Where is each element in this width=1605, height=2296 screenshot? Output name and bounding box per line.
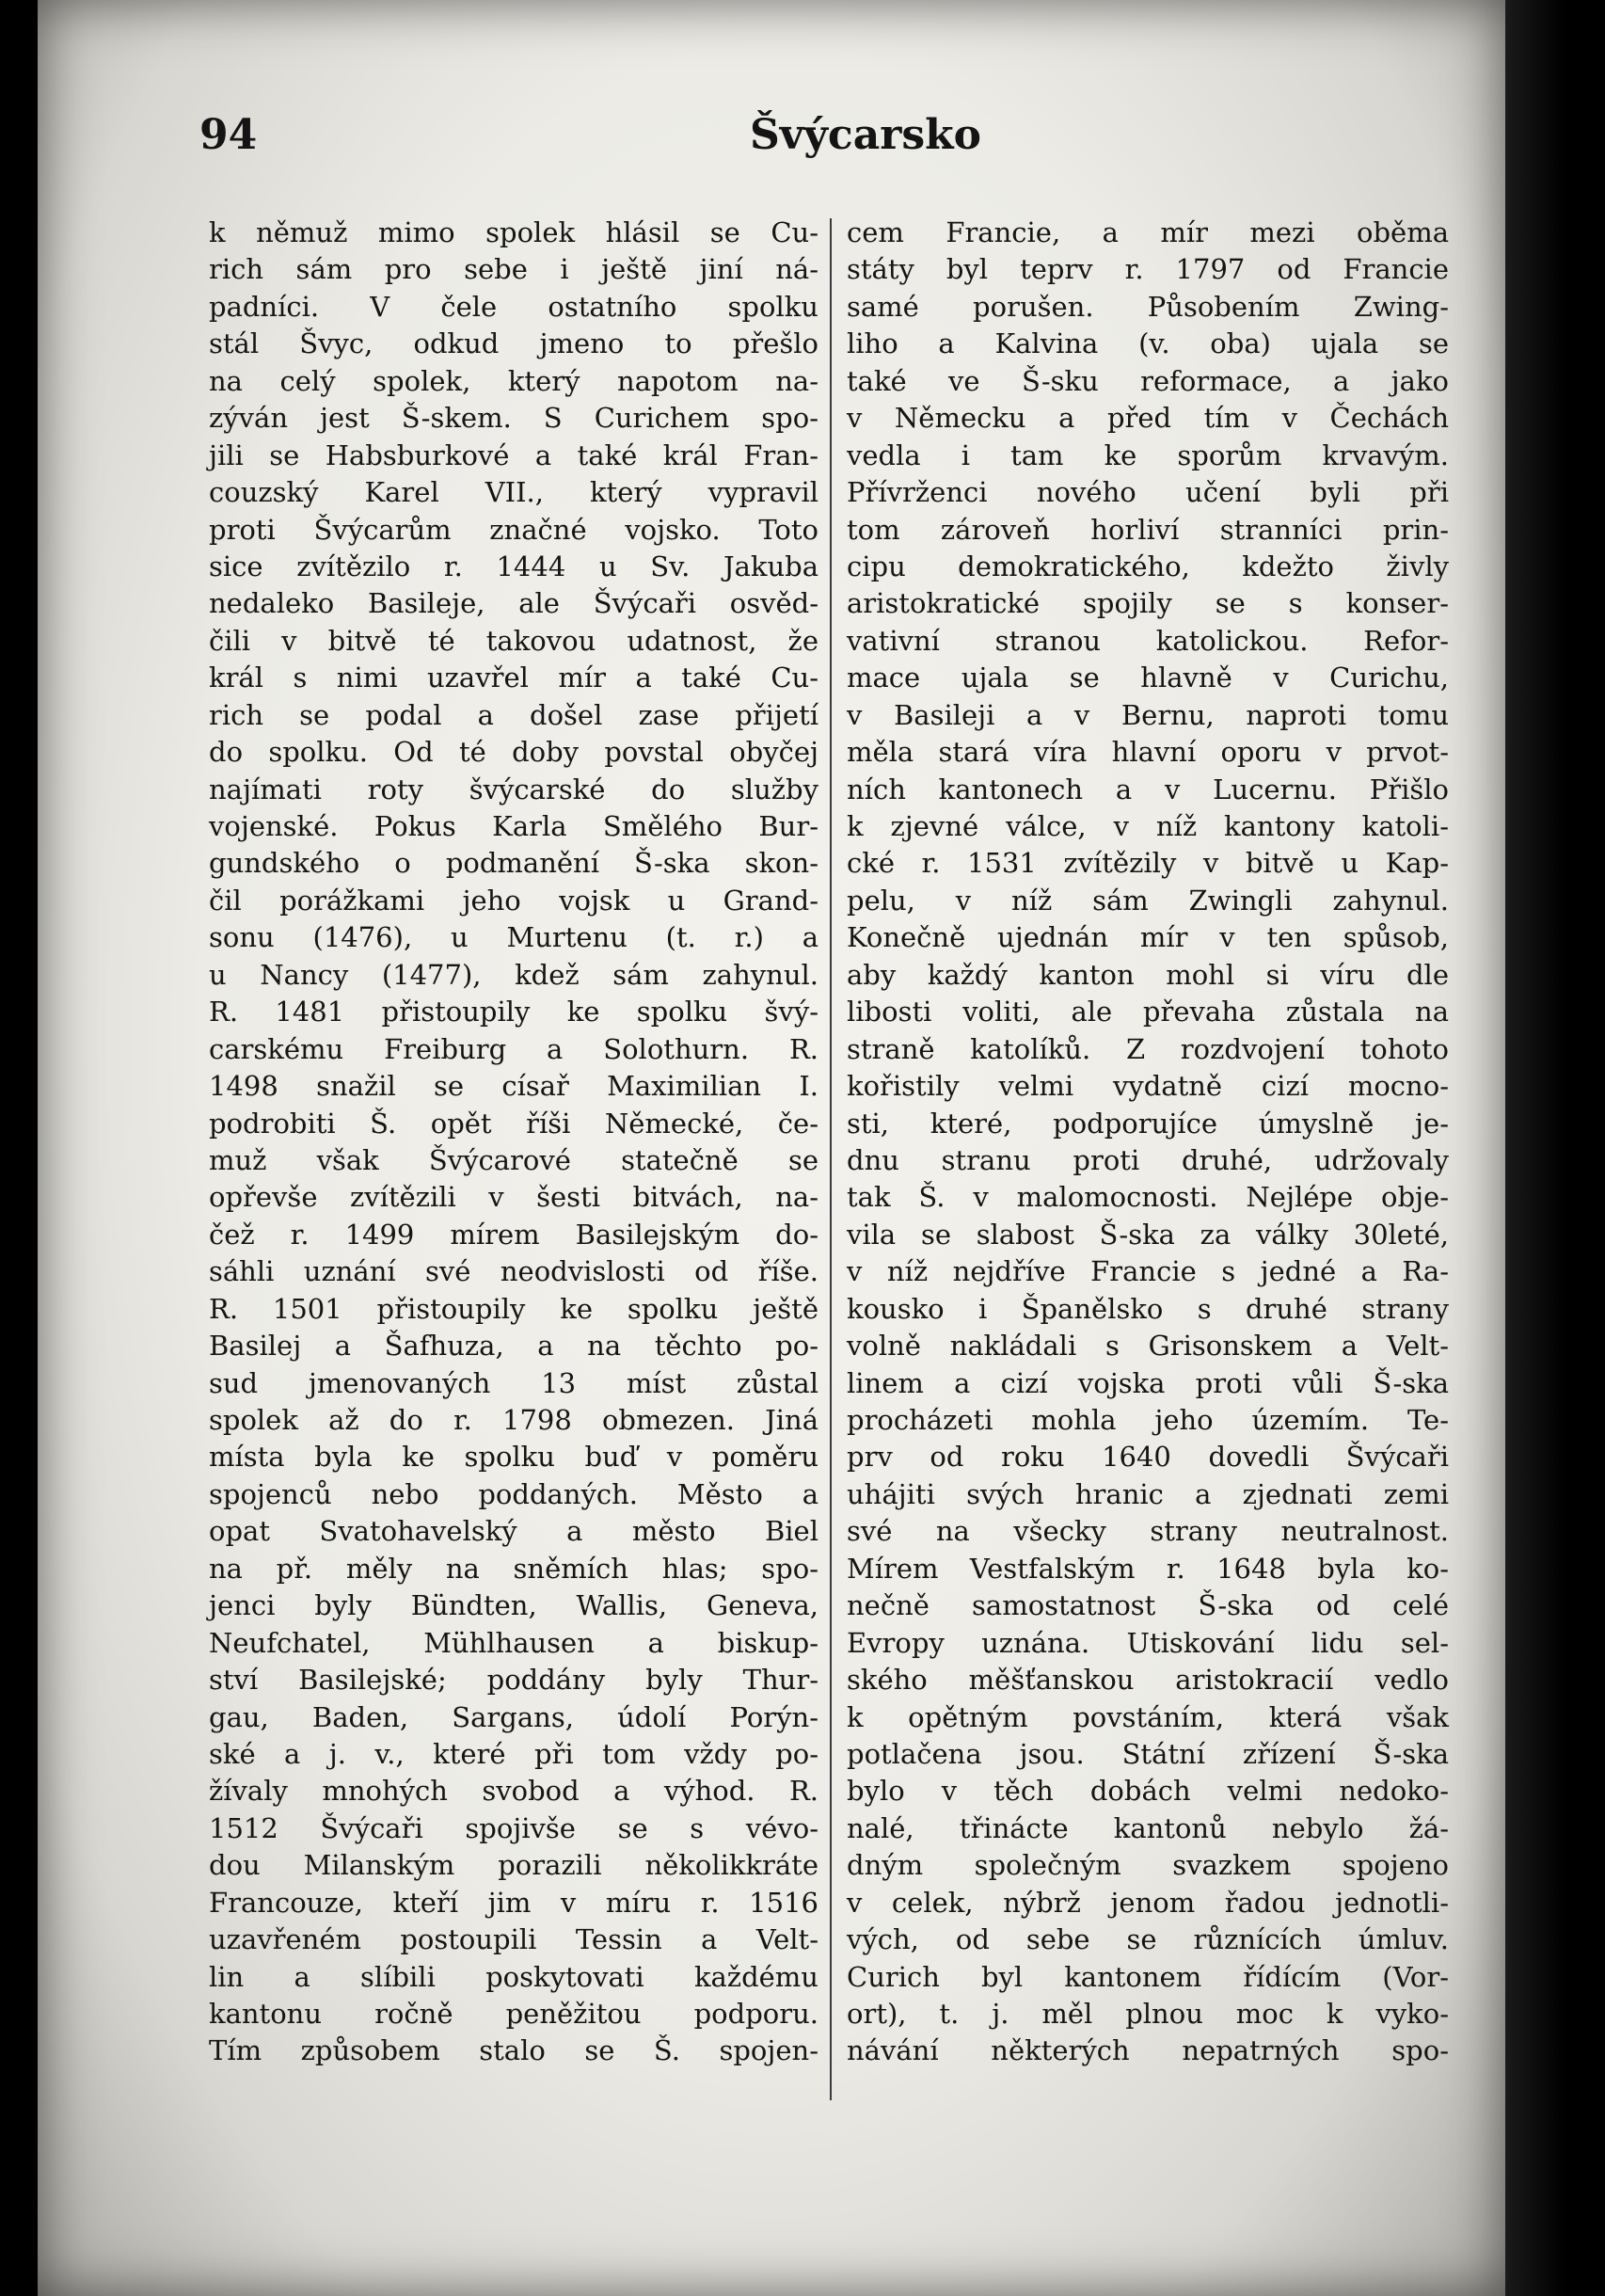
text-line: 1498 snažil se císař Maximilian I. <box>209 1070 818 1103</box>
text-line: prv od roku 1640 dovedli Švýcaři <box>847 1441 1449 1474</box>
text-line: najímati roty švýcarské do služby <box>209 773 818 805</box>
text-line: také ve Š-sku reformace, a jako <box>847 364 1449 397</box>
text-line: dnu stranu proti druhé, udržovaly <box>847 1143 1449 1176</box>
text-line: čež r. 1499 mírem Basilejským do- <box>209 1218 818 1251</box>
text-line: místa byla ke spolku buď v poměru <box>209 1441 818 1474</box>
text-line: Tím způsobem stalo se Š. spojen- <box>209 2034 818 2067</box>
text-line: své na všecky strany neutralnost. <box>847 1515 1449 1548</box>
text-line: cké r. 1531 zvítězily v bitvě u Kap- <box>847 847 1449 880</box>
text-line: liho a Kalvina (v. oba) ujala se <box>847 327 1449 360</box>
text-line: nedaleko Basileje, ale Švýcaři osvěd- <box>209 587 818 620</box>
text-line: návání některých nepatrných spo- <box>847 2034 1449 2067</box>
text-line: pelu, v níž sám Zwingli zahynul. <box>847 884 1449 917</box>
scan-dark-edge <box>1505 0 1605 2296</box>
text-line: v níž nejdříve Francie s jedné a Ra- <box>847 1255 1449 1288</box>
text-line: uhájiti svých hranic a zjednati zemi <box>847 1477 1449 1510</box>
text-line: volně nakládali s Grisonskem a Velt- <box>847 1330 1449 1363</box>
text-line: vila se slabost Š-ska za války 30leté, <box>847 1218 1449 1251</box>
text-line: gau, Baden, Sargans, údolí Porýn- <box>209 1700 818 1733</box>
text-line: Basilej a Šafhuza, a na těchto po- <box>209 1330 818 1363</box>
text-line: ních kantonech a v Lucernu. Přišlo <box>847 773 1449 805</box>
text-line: Evropy uznána. Utiskování lidu sel- <box>847 1626 1449 1659</box>
text-line: Konečně ujednán mír v ten spůsob, <box>847 921 1449 954</box>
text-line: muž však Švýcarové statečně se <box>209 1143 818 1176</box>
text-line: gundského o podmanění Š-ska skon- <box>209 847 818 880</box>
text-line: čili v bitvě té takovou udatnost, že <box>209 624 818 657</box>
text-line: na př. měly na sněmích hlas; spo- <box>209 1552 818 1585</box>
text-line: Curich byl kantonem řídícím (Vor- <box>847 1960 1449 1993</box>
text-line: tom zároveň horliví stranníci prin- <box>847 513 1449 546</box>
text-line: ství Basilejské; poddány byly Thur- <box>209 1664 818 1697</box>
column-divider-rule <box>830 218 832 2100</box>
text-line: cipu demokratického, kdežto živly <box>847 550 1449 582</box>
text-line: 1512 Švýcaři spojivše se s vévo- <box>209 1811 818 1844</box>
text-line: kantonu ročně peněžitou podporu. <box>209 1998 818 2030</box>
text-line: zýván jest Š-skem. S Curichem spo- <box>209 402 818 435</box>
text-line: dným společným svazkem spojeno <box>847 1849 1449 1882</box>
text-line: carskému Freiburg a Solothurn. R. <box>209 1032 818 1065</box>
text-line: opat Svatohavelský a město Biel <box>209 1515 818 1548</box>
text-line: státy byl teprv r. 1797 od Francie <box>847 253 1449 286</box>
text-line: nalé, třinácte kantonů nebylo žá- <box>847 1811 1449 1844</box>
text-line: král s nimi uzavřel mír a také Cu- <box>209 662 818 694</box>
text-line: sonu (1476), u Murtenu (t. r.) a <box>209 921 818 954</box>
text-line: jili se Habsburkové a také král Fran- <box>209 438 818 471</box>
text-line: proti Švýcarům značné vojsko. Toto <box>209 513 818 546</box>
text-line: v Německu a před tím v Čechách <box>847 402 1449 435</box>
text-line: R. 1481 přistoupily ke spolku švý- <box>209 996 818 1028</box>
text-line: padníci. V čele ostatního spolku <box>209 290 818 323</box>
text-line: potlačena jsou. Státní zřízení Š-ska <box>847 1737 1449 1770</box>
text-line: libosti voliti, ale převaha zůstala na <box>847 996 1449 1028</box>
running-head-title: Švýcarsko <box>750 111 981 159</box>
text-line: sáhli uznání své neodvislosti od říše. <box>209 1255 818 1288</box>
text-line: R. 1501 přistoupily ke spolku ještě <box>209 1292 818 1325</box>
text-line: Přívrženci nového učení byli při <box>847 476 1449 509</box>
right-text-column <box>847 215 1449 2070</box>
text-line: Francouze, kteří jim v míru r. 1516 <box>209 1886 818 1919</box>
text-line: ské a j. v., které při tom vždy po- <box>209 1737 818 1770</box>
text-line: tak Š. v malomocnosti. Nejlépe obje- <box>847 1181 1449 1214</box>
text-line: ského měšťanskou aristokracií vedlo <box>847 1664 1449 1697</box>
text-line: do spolku. Od té doby povstal obyčej <box>209 736 818 769</box>
text-line: jenci byly Bündten, Wallis, Geneva, <box>209 1589 818 1622</box>
text-line: ort), t. j. měl plnou moc k vyko- <box>847 1998 1449 2030</box>
text-line: procházeti mohla jeho územím. Te- <box>847 1404 1449 1436</box>
text-line: lin a slíbili poskytovati každému <box>209 1960 818 1993</box>
text-line: u Nancy (1477), kdež sám zahynul. <box>209 958 818 991</box>
page-number: 94 <box>199 111 258 159</box>
text-line: samé porušen. Působením Zwing- <box>847 290 1449 323</box>
text-line: čil porážkami jeho vojsk u Grand- <box>209 884 818 917</box>
text-line: rich sám pro sebe i ještě jiní ná- <box>209 253 818 286</box>
text-line: aristokratické spojily se s konser- <box>847 587 1449 620</box>
text-line: vých, od sebe se různících úmluv. <box>847 1923 1449 1956</box>
text-line: uzavřeném postoupili Tessin a Velt- <box>209 1923 818 1956</box>
text-line: měla stará víra hlavní oporu v prvot- <box>847 736 1449 769</box>
text-line: Neufchatel, Mühlhausen a biskup- <box>209 1626 818 1659</box>
text-line: aby každý kanton mohl si víru dle <box>847 958 1449 991</box>
text-line: v celek, nýbrž jenom řadou jednotli- <box>847 1886 1449 1919</box>
text-line: dou Milanským porazili několikkráte <box>209 1849 818 1882</box>
text-line: vedla i tam ke sporům krvavým. <box>847 438 1449 471</box>
text-line: k zjevné válce, v níž kantony katoli- <box>847 810 1449 842</box>
text-line: kořistily velmi vydatně cizí mocno- <box>847 1070 1449 1103</box>
text-line: bylo v těch dobách velmi nedoko- <box>847 1775 1449 1808</box>
text-line: vativní stranou katolickou. Refor- <box>847 624 1449 657</box>
text-line: sti, které, podporujíce úmyslně je- <box>847 1107 1449 1140</box>
text-line: linem a cizí vojska proti vůli Š-ska <box>847 1366 1449 1399</box>
text-line: cem Francie, a mír mezi oběma <box>847 216 1449 248</box>
text-line: mace ujala se hlavně v Curichu, <box>847 662 1449 694</box>
text-line: k němuž mimo spolek hlásil se Cu- <box>209 216 818 248</box>
text-line: na celý spolek, který napotom na- <box>209 364 818 397</box>
text-line: opřevše zvítězili v šesti bitvách, na- <box>209 1181 818 1214</box>
left-text-column <box>209 215 818 2070</box>
text-line: rich se podal a došel zase přijetí <box>209 698 818 731</box>
text-line: vojenské. Pokus Karla Smělého Bur- <box>209 810 818 842</box>
text-line: straně katolíků. Z rozdvojení tohoto <box>847 1032 1449 1065</box>
text-line: kousko i Španělsko s druhé strany <box>847 1292 1449 1325</box>
text-line: spolek až do r. 1798 obmezen. Jiná <box>209 1404 818 1436</box>
text-line: spojenců nebo poddaných. Město a <box>209 1477 818 1510</box>
text-line: nečně samostatnost Š-ska od celé <box>847 1589 1449 1622</box>
text-line: podrobiti Š. opět říši Německé, če- <box>209 1107 818 1140</box>
text-line: k opětným povstáním, která však <box>847 1700 1449 1733</box>
text-line: sud jmenovaných 13 míst zůstal <box>209 1366 818 1399</box>
text-line: Mírem Vestfalským r. 1648 byla ko- <box>847 1552 1449 1585</box>
text-line: couzský Karel VII., který vypravil <box>209 476 818 509</box>
text-line: sice zvítězilo r. 1444 u Sv. Jakuba <box>209 550 818 582</box>
text-line: stál Švyc, odkud jmeno to přešlo <box>209 327 818 360</box>
text-line: žívaly mnohých svobod a výhod. R. <box>209 1775 818 1808</box>
text-line: v Basileji a v Bernu, naproti tomu <box>847 698 1449 731</box>
